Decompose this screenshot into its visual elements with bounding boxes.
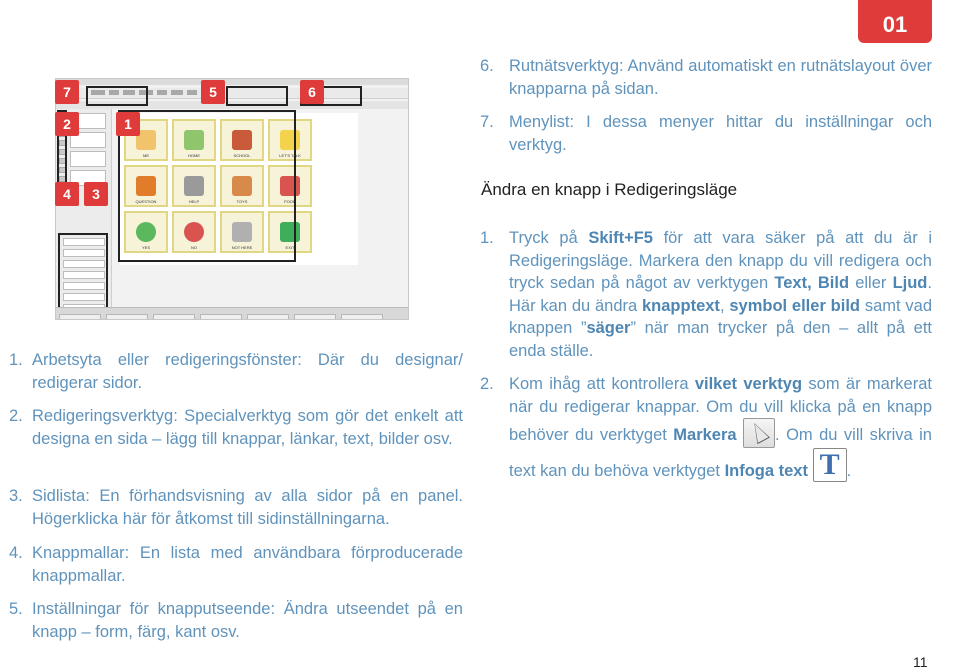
outline-appearance (226, 86, 288, 106)
step-text: Tryck på Skift+F5 för att vara säker på att du är i Redigeringsläge. Markera den knapp du vill redigera och tryck sedan på något av verktygen Text, Bild eller Ljud. Här kan du ändra knapptext, symbol eller bild samt vad knappen ”säger” när man trycker på den – allt på ett enda ställe. (509, 229, 932, 360)
list-text: Menylist: I dessa menyer hittar du inställningar och verktyg. (509, 113, 932, 154)
list-text: Inställningar för knapputseende: Ändra utseendet på en knapp – form, färg, kant osv. (32, 600, 463, 641)
symbol-label: TOYS (236, 199, 248, 204)
badge-2: 2 (55, 112, 79, 136)
chapter-tab: 01 (858, 0, 932, 43)
outline-work-area (118, 110, 296, 262)
outline-menu (86, 86, 148, 106)
list-item-6 (480, 55, 932, 100)
symbol-label: NO (191, 245, 197, 250)
step-number: 1. (480, 229, 494, 247)
list-number: 2. (9, 407, 23, 425)
list-number: 1. (9, 351, 23, 369)
symbol-label: QUESTION (135, 199, 157, 204)
badge-7: 7 (55, 80, 79, 104)
list-item-2 (9, 405, 463, 450)
list-text: Sidlista: En förhandsvisning av alla sidor på en panel. Högerklicka här för åtkomst till sidinställningarna. (32, 487, 463, 528)
symbol-label: HELP (188, 199, 200, 204)
list-text: Redigeringsverktyg: Specialverktyg som gör det enkelt att designa en sida – lägg till knappar, länkar, text, bilder osv. (32, 407, 463, 448)
symbol-label: EXIT (285, 245, 295, 250)
badge-4: 4 (55, 182, 79, 206)
page-number: 11 (913, 654, 928, 670)
list-number: 7. (480, 113, 494, 131)
symbol-label: LET'S TALK (279, 153, 301, 158)
taskbar (56, 307, 408, 319)
symbol-label: NOT HERE (231, 245, 253, 250)
symbol-label: HOME (188, 153, 200, 158)
list-text: Knappmallar: En lista med användbara förproducerade knappmallar. (32, 544, 463, 585)
badge-6: 6 (300, 80, 324, 104)
list-item-7 (480, 111, 932, 156)
section-heading: Ändra en knapp i Redigeringsläge (481, 180, 738, 199)
list-number: 4. (9, 544, 23, 562)
window-titlebar (56, 79, 408, 85)
badge-3: 3 (84, 182, 108, 206)
badge-1: 1 (116, 112, 140, 136)
list-item-5 (9, 598, 463, 643)
symbol-label: YES (141, 245, 150, 250)
step-text: Kom ihåg att kontrollera vilket verktyg som är markerat när du redigerar knappar. Om du vill klicka på en knapp behöver du verktyget Markera . Om du vill skriva in text kan du behöva verktyget Infoga text T . (509, 375, 932, 481)
list-text: Rutnätsverktyg: Använd automatiskt en rutnätslayout över knapparna på sidan. (509, 57, 932, 98)
step-1 (480, 227, 932, 362)
list-item-3 (9, 485, 463, 530)
list-item-4 (9, 542, 463, 587)
select-arrow-icon (743, 418, 775, 448)
list-item-1 (9, 349, 463, 394)
symbol-label: SCHOOL (233, 153, 251, 158)
list-number: 5. (9, 600, 23, 618)
symbol-label: FOOD (284, 199, 296, 204)
symbol-label: ME (143, 153, 149, 158)
step-number: 2. (480, 375, 494, 393)
list-number: 6. (480, 57, 494, 75)
list-number: 3. (9, 487, 23, 505)
step-2 (480, 373, 932, 483)
badge-5: 5 (201, 80, 225, 104)
insert-text-icon: T (813, 448, 847, 482)
list-text: Arbetsyta eller redigeringsfönster: Där du designar/ redigerar sidor. (32, 351, 463, 392)
